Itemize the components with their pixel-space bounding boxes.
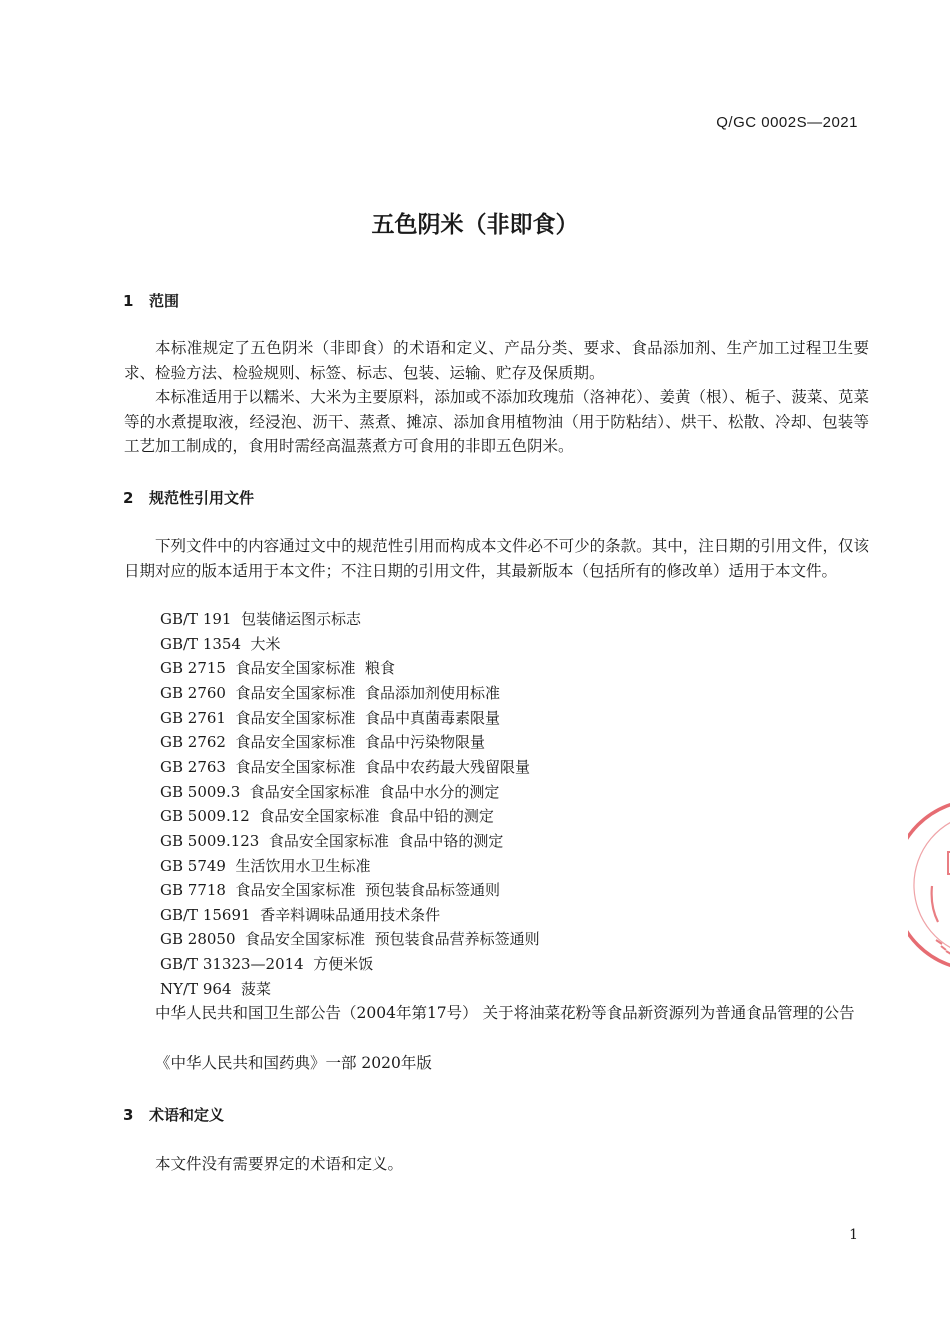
normative-intro: 下列文件中的内容通过文中的规范性引用而构成本文件必不可少的条款。其中，注日期的引用文件，仅该日期对应的版本适用于本文件；不注日期的引用文件，其最新版本（包括所有的修改单）适用于本文件。 <box>124 537 869 580</box>
pharmacopoeia-reference: 《中华人民共和国药典》一部 2020年版 <box>155 1054 432 1072</box>
section-title: 范围 <box>149 292 180 310</box>
section-title: 规范性引用文件 <box>149 489 255 507</box>
reference-item: GB/T 191 包装储运图示标志 <box>160 610 361 628</box>
reference-item: GB 2763 食品安全国家标准 食品中农药最大残留限量 <box>160 758 531 776</box>
reference-item: GB 5009.3 食品安全国家标准 食品中水分的测定 <box>160 783 500 801</box>
reference-item: GB 5009.123 食品安全国家标准 食品中铬的测定 <box>160 832 504 850</box>
reference-item: GB 7718 食品安全国家标准 预包装食品标签通则 <box>160 881 501 899</box>
reference-item: GB 2760 食品安全国家标准 食品添加剂使用标准 <box>160 684 501 702</box>
section-number: 1 <box>123 292 134 310</box>
reference-item: GB 2762 食品安全国家标准 食品中污染物限量 <box>160 733 486 751</box>
reference-item: GB/T 31323—2014 方便米饭 <box>160 955 374 973</box>
section-heading-scope <box>123 290 179 311</box>
section-heading-normative <box>123 487 254 508</box>
section-number: 3 <box>123 1106 134 1124</box>
terms-paragraph: 本文件没有需要界定的术语和定义。 <box>155 1155 404 1173</box>
scope-paragraph-2: 本标准适用于以糯米、大米为主要原料，添加或不添加玫瑰茄（洛神花）、姜黄（根）、栀子、菠菜、苋菜等的水煮提取液，经浸泡、沥干、蒸煮、摊凉、添加食用植物油（用于防粘结）、烘干、松散、冷却、包装等工艺加工制成的，食用时需经高温蒸煮方可食用的非即五色阴米。 <box>124 388 869 456</box>
reference-item: GB 28050 食品安全国家标准 预包装食品营养标签通则 <box>160 930 540 948</box>
section-number: 2 <box>123 489 134 507</box>
doc-title: 五色阴米（非即食） <box>371 212 579 238</box>
scope-paragraph-1: 本标准规定了五色阴米（非即食）的术语和定义、产品分类、要求、食品添加剂、生产加工过程卫生要求、检验方法、检验规则、标签、标志、包装、运输、贮存及保质期。 <box>124 339 869 382</box>
doc-code: Q/GC 0002S—2021 <box>716 114 858 131</box>
announcement-reference: 中华人民共和国卫生部公告（2004年第17号） 关于将油菜花粉等食品新资源列为普通食品管理的公告 <box>155 1004 855 1022</box>
reference-item: GB/T 1354 大米 <box>160 635 281 653</box>
section-heading-terms <box>123 1104 224 1125</box>
page-number: 1 <box>849 1227 858 1243</box>
reference-item: GB/T 15691 香辛料调味品通用技术条件 <box>160 906 441 924</box>
section-title: 术语和定义 <box>149 1106 225 1124</box>
reference-item: NY/T 964 菠菜 <box>160 980 272 998</box>
reference-item: GB 5009.12 食品安全国家标准 食品中铅的测定 <box>160 807 494 825</box>
reference-item: GB 2715 食品安全国家标准 粮食 <box>160 659 396 677</box>
reference-item: GB 5749 生活饮用水卫生标准 <box>160 857 371 875</box>
red-seal-stamp <box>908 790 950 980</box>
reference-item: GB 2761 食品安全国家标准 食品中真菌毒素限量 <box>160 709 501 727</box>
